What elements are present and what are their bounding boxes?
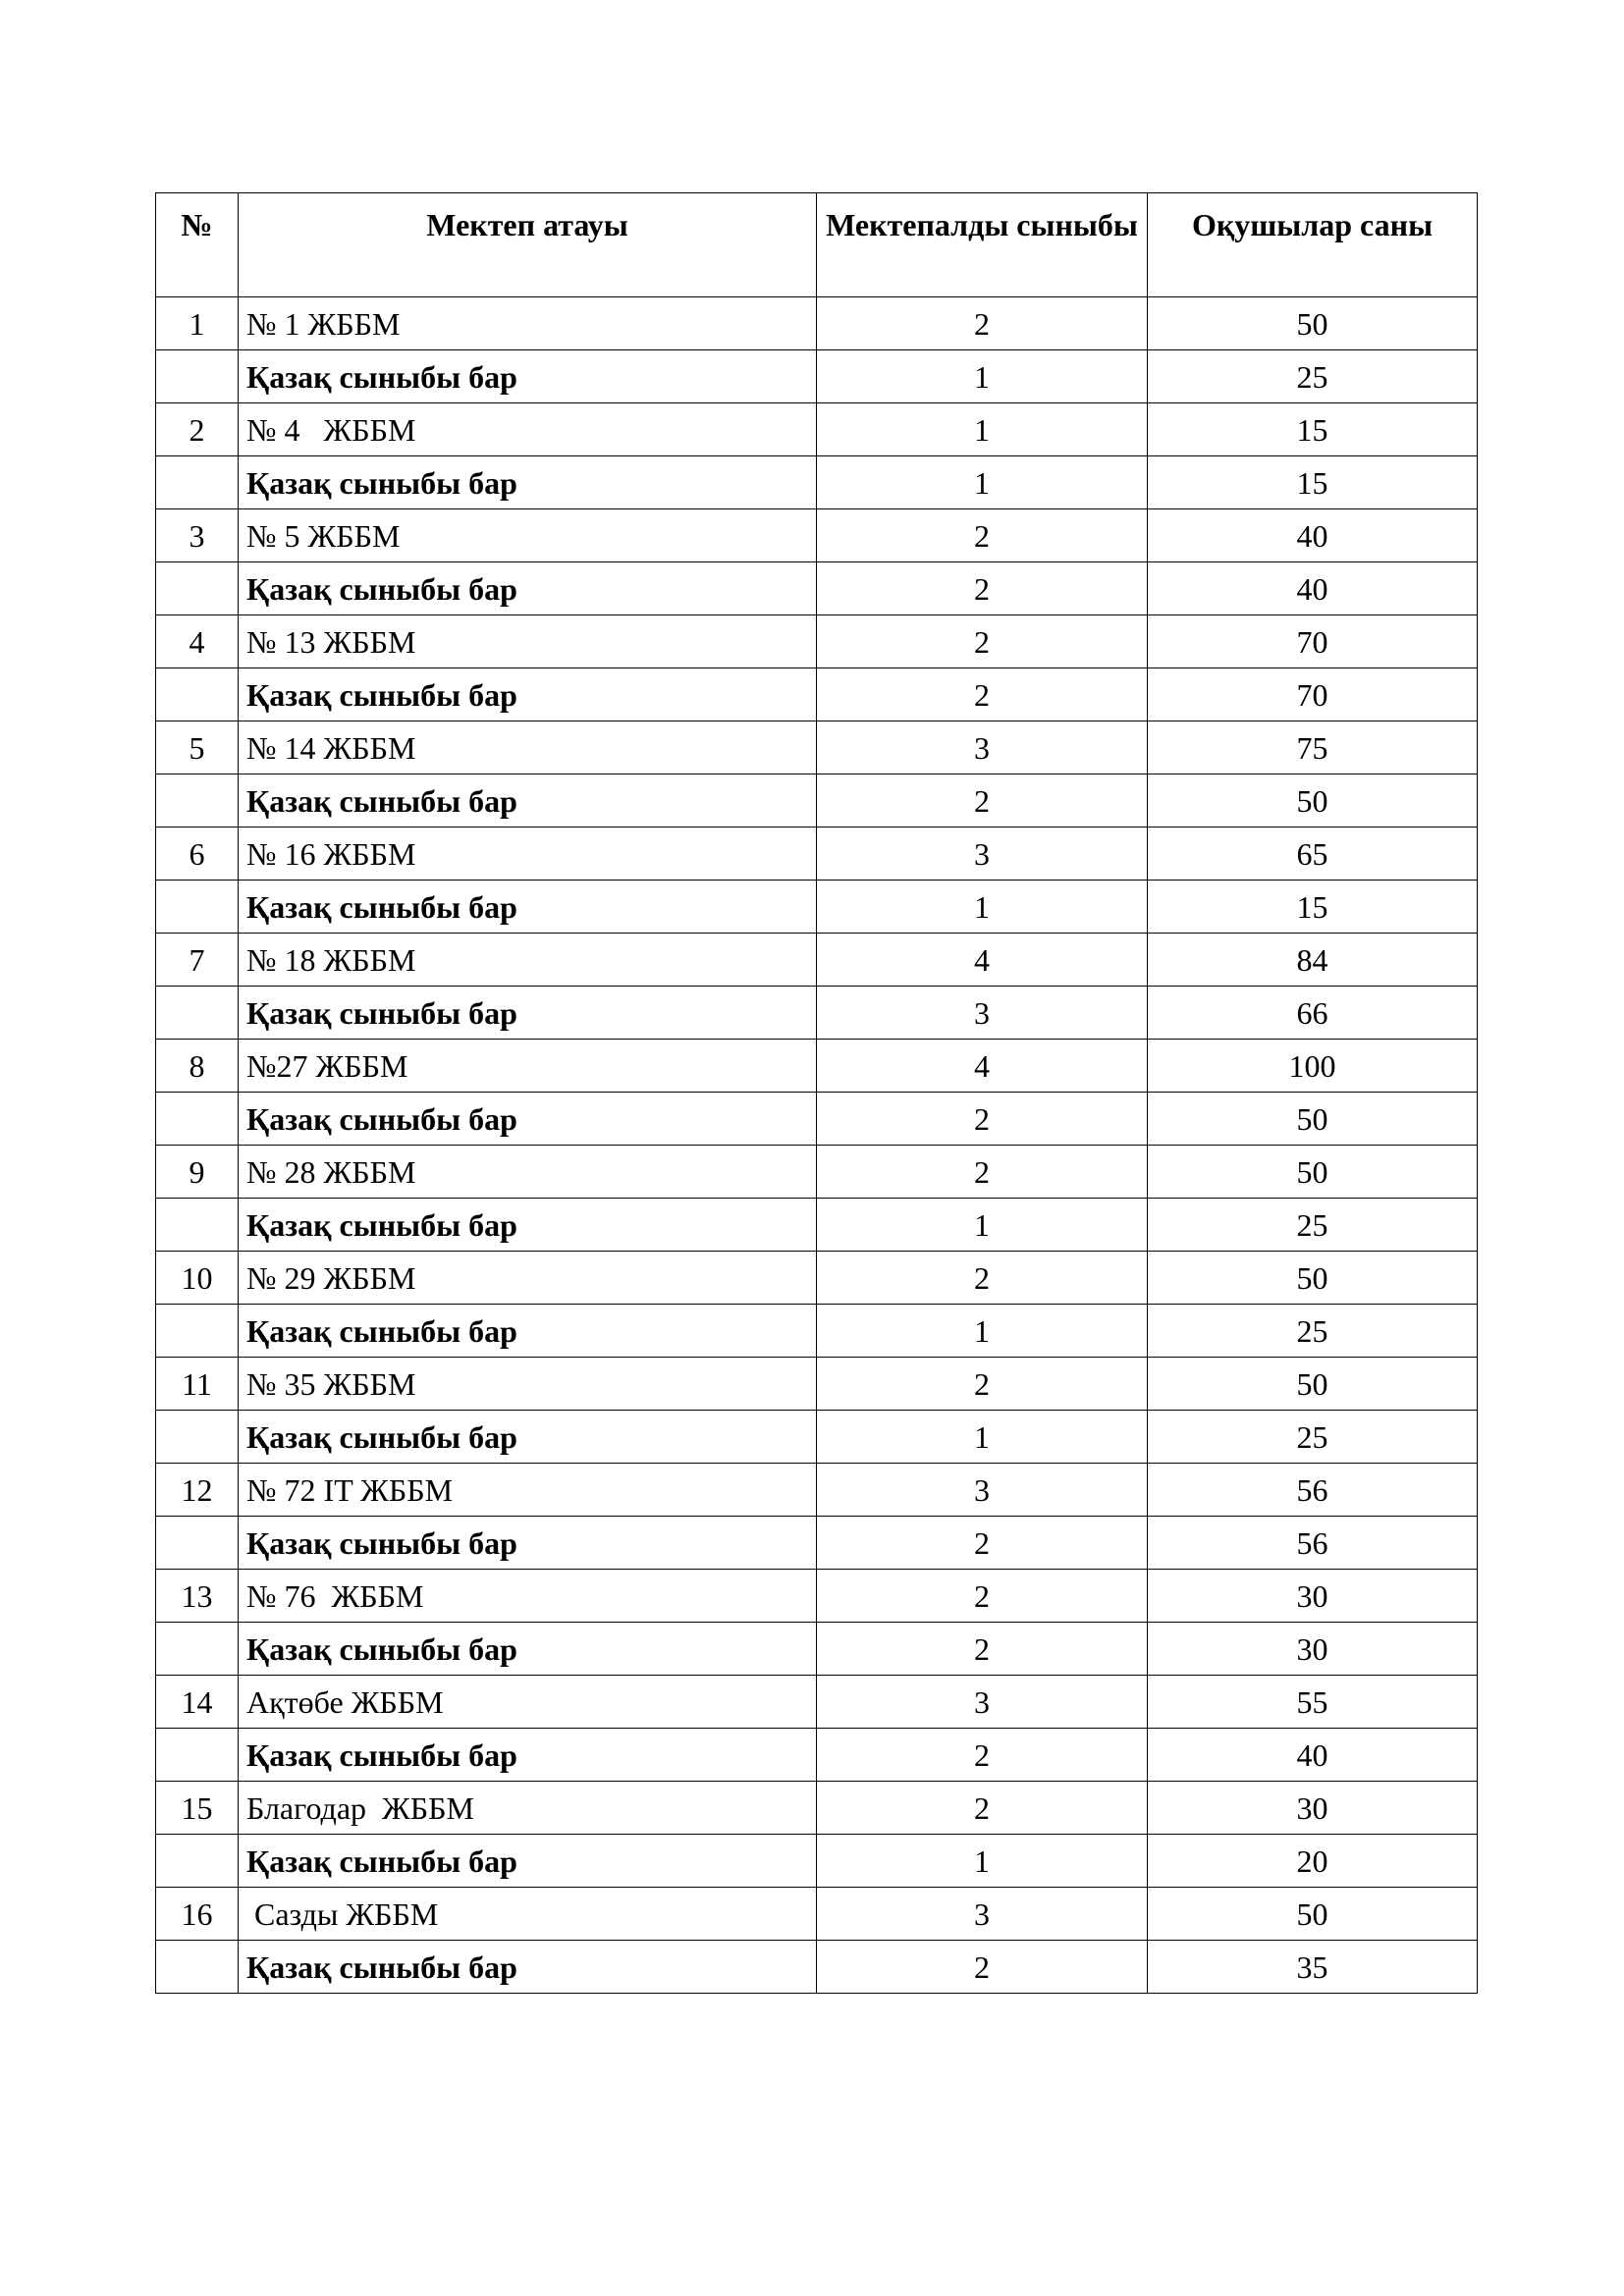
students-count-cell: 50 <box>1148 1252 1478 1305</box>
students-count-cell: 100 <box>1148 1040 1478 1093</box>
students-count-cell: 84 <box>1148 934 1478 987</box>
row-number-cell: 14 <box>156 1676 239 1729</box>
school-row <box>156 297 1478 350</box>
students-count-cell: 35 <box>1148 1941 1478 1994</box>
classes-count-cell: 3 <box>817 987 1148 1040</box>
classes-count-cell: 2 <box>817 297 1148 350</box>
kazakh-class-row <box>156 1305 1478 1358</box>
school-name-cell: № 28 ЖББМ <box>239 1146 817 1199</box>
kazakh-class-row <box>156 350 1478 403</box>
students-count-cell: 30 <box>1148 1570 1478 1623</box>
classes-count-cell: 2 <box>817 774 1148 828</box>
school-row <box>156 934 1478 987</box>
school-row <box>156 1676 1478 1729</box>
classes-count-cell: 2 <box>817 615 1148 668</box>
row-number-cell: 16 <box>156 1888 239 1941</box>
students-count-cell: 25 <box>1148 1305 1478 1358</box>
school-row <box>156 1252 1478 1305</box>
school-row <box>156 1040 1478 1093</box>
students-count-cell: 15 <box>1148 456 1478 509</box>
header-school-name: Мектеп атауы <box>239 193 817 297</box>
kazakh-class-row <box>156 881 1478 934</box>
school-name-cell: Қазақ сыныбы бар <box>239 1729 817 1782</box>
classes-count-cell: 2 <box>817 562 1148 615</box>
classes-count-cell: 1 <box>817 1835 1148 1888</box>
school-name-cell: № 1 ЖББМ <box>239 297 817 350</box>
school-row <box>156 721 1478 774</box>
school-name-cell: Қазақ сыныбы бар <box>239 774 817 828</box>
row-number-cell <box>156 1305 239 1358</box>
row-number-cell: 6 <box>156 828 239 881</box>
classes-count-cell: 1 <box>817 403 1148 456</box>
school-name-cell: Қазақ сыныбы бар <box>239 881 817 934</box>
school-name-cell: № 14 ЖББМ <box>239 721 817 774</box>
classes-count-cell: 1 <box>817 1305 1148 1358</box>
row-number-cell <box>156 987 239 1040</box>
students-count-cell: 66 <box>1148 987 1478 1040</box>
row-number-cell <box>156 350 239 403</box>
school-row <box>156 828 1478 881</box>
table-header <box>156 193 1478 297</box>
kazakh-class-row <box>156 774 1478 828</box>
row-number-cell <box>156 1941 239 1994</box>
classes-count-cell: 3 <box>817 1676 1148 1729</box>
students-count-cell: 75 <box>1148 721 1478 774</box>
row-number-cell <box>156 1623 239 1676</box>
row-number-cell: 10 <box>156 1252 239 1305</box>
school-name-cell: Қазақ сыныбы бар <box>239 668 817 721</box>
row-number-cell <box>156 1093 239 1146</box>
kazakh-class-row <box>156 987 1478 1040</box>
row-number-cell: 5 <box>156 721 239 774</box>
kazakh-class-row <box>156 1517 1478 1570</box>
kazakh-class-row <box>156 1941 1478 1994</box>
classes-count-cell: 2 <box>817 1517 1148 1570</box>
school-row <box>156 1570 1478 1623</box>
row-number-cell: 7 <box>156 934 239 987</box>
school-name-cell: Қазақ сыныбы бар <box>239 350 817 403</box>
students-count-cell: 25 <box>1148 1199 1478 1252</box>
students-count-cell: 55 <box>1148 1676 1478 1729</box>
school-name-cell: Благодар ЖББМ <box>239 1782 817 1835</box>
school-name-cell: Қазақ сыныбы бар <box>239 1093 817 1146</box>
students-count-cell: 40 <box>1148 1729 1478 1782</box>
students-count-cell: 56 <box>1148 1517 1478 1570</box>
header-preschool-classes: Мектепалды сыныбы <box>817 193 1148 297</box>
classes-count-cell: 2 <box>817 1570 1148 1623</box>
row-number-cell <box>156 1729 239 1782</box>
school-name-cell: №27 ЖББМ <box>239 1040 817 1093</box>
school-name-cell: Ақтөбе ЖББМ <box>239 1676 817 1729</box>
school-name-cell: Қазақ сыныбы бар <box>239 1305 817 1358</box>
school-row <box>156 1464 1478 1517</box>
header-number: № <box>156 193 239 297</box>
students-count-cell: 15 <box>1148 881 1478 934</box>
students-count-cell: 25 <box>1148 350 1478 403</box>
school-row <box>156 615 1478 668</box>
row-number-cell: 4 <box>156 615 239 668</box>
kazakh-class-row <box>156 1199 1478 1252</box>
classes-count-cell: 1 <box>817 1411 1148 1464</box>
row-number-cell: 15 <box>156 1782 239 1835</box>
kazakh-class-row <box>156 1729 1478 1782</box>
students-count-cell: 70 <box>1148 668 1478 721</box>
classes-count-cell: 4 <box>817 1040 1148 1093</box>
school-name-cell: № 29 ЖББМ <box>239 1252 817 1305</box>
school-name-cell: Сазды ЖББМ <box>239 1888 817 1941</box>
header-student-count: Оқушылар саны <box>1148 193 1478 297</box>
classes-count-cell: 3 <box>817 1888 1148 1941</box>
school-name-cell: № 13 ЖББМ <box>239 615 817 668</box>
classes-count-cell: 2 <box>817 668 1148 721</box>
classes-count-cell: 1 <box>817 456 1148 509</box>
school-name-cell: № 16 ЖББМ <box>239 828 817 881</box>
students-count-cell: 30 <box>1148 1623 1478 1676</box>
row-number-cell <box>156 1517 239 1570</box>
school-row <box>156 1782 1478 1835</box>
classes-count-cell: 3 <box>817 828 1148 881</box>
row-number-cell <box>156 1411 239 1464</box>
classes-count-cell: 2 <box>817 1093 1148 1146</box>
students-count-cell: 30 <box>1148 1782 1478 1835</box>
students-count-cell: 50 <box>1148 297 1478 350</box>
students-count-cell: 65 <box>1148 828 1478 881</box>
row-number-cell <box>156 1835 239 1888</box>
kazakh-class-row <box>156 1623 1478 1676</box>
row-number-cell <box>156 774 239 828</box>
schools-table <box>155 192 1478 1994</box>
school-name-cell: № 18 ЖББМ <box>239 934 817 987</box>
classes-count-cell: 2 <box>817 1941 1148 1994</box>
classes-count-cell: 2 <box>817 509 1148 562</box>
school-name-cell: Қазақ сыныбы бар <box>239 987 817 1040</box>
students-count-cell: 50 <box>1148 774 1478 828</box>
school-row <box>156 1358 1478 1411</box>
students-count-cell: 70 <box>1148 615 1478 668</box>
classes-count-cell: 2 <box>817 1146 1148 1199</box>
classes-count-cell: 2 <box>817 1729 1148 1782</box>
school-name-cell: № 76 ЖББМ <box>239 1570 817 1623</box>
row-number-cell: 11 <box>156 1358 239 1411</box>
school-row <box>156 509 1478 562</box>
classes-count-cell: 2 <box>817 1358 1148 1411</box>
students-count-cell: 50 <box>1148 1093 1478 1146</box>
students-count-cell: 56 <box>1148 1464 1478 1517</box>
school-name-cell: Қазақ сыныбы бар <box>239 1623 817 1676</box>
school-name-cell: № 4 ЖББМ <box>239 403 817 456</box>
students-count-cell: 50 <box>1148 1358 1478 1411</box>
classes-count-cell: 2 <box>817 1623 1148 1676</box>
classes-count-cell: 4 <box>817 934 1148 987</box>
school-row <box>156 1888 1478 1941</box>
classes-count-cell: 2 <box>817 1782 1148 1835</box>
kazakh-class-row <box>156 562 1478 615</box>
students-count-cell: 40 <box>1148 509 1478 562</box>
school-name-cell: Қазақ сыныбы бар <box>239 1199 817 1252</box>
table-body <box>156 297 1478 1994</box>
row-number-cell <box>156 668 239 721</box>
row-number-cell: 2 <box>156 403 239 456</box>
row-number-cell <box>156 456 239 509</box>
classes-count-cell: 1 <box>817 350 1148 403</box>
classes-count-cell: 1 <box>817 1199 1148 1252</box>
row-number-cell: 8 <box>156 1040 239 1093</box>
school-name-cell: № 35 ЖББМ <box>239 1358 817 1411</box>
school-name-cell: Қазақ сыныбы бар <box>239 456 817 509</box>
row-number-cell <box>156 562 239 615</box>
kazakh-class-row <box>156 1411 1478 1464</box>
kazakh-class-row <box>156 1835 1478 1888</box>
row-number-cell <box>156 881 239 934</box>
school-name-cell: Қазақ сыныбы бар <box>239 1835 817 1888</box>
classes-count-cell: 1 <box>817 881 1148 934</box>
classes-count-cell: 2 <box>817 1252 1148 1305</box>
school-name-cell: Қазақ сыныбы бар <box>239 562 817 615</box>
kazakh-class-row <box>156 1093 1478 1146</box>
row-number-cell: 13 <box>156 1570 239 1623</box>
kazakh-class-row <box>156 456 1478 509</box>
classes-count-cell: 3 <box>817 721 1148 774</box>
school-row <box>156 403 1478 456</box>
students-count-cell: 15 <box>1148 403 1478 456</box>
header-row <box>156 193 1478 297</box>
classes-count-cell: 3 <box>817 1464 1148 1517</box>
kazakh-class-row <box>156 668 1478 721</box>
school-row <box>156 1146 1478 1199</box>
students-count-cell: 25 <box>1148 1411 1478 1464</box>
row-number-cell: 12 <box>156 1464 239 1517</box>
students-count-cell: 50 <box>1148 1888 1478 1941</box>
row-number-cell: 3 <box>156 509 239 562</box>
row-number-cell <box>156 1199 239 1252</box>
school-name-cell: Қазақ сыныбы бар <box>239 1941 817 1994</box>
school-name-cell: Қазақ сыныбы бар <box>239 1411 817 1464</box>
school-name-cell: Қазақ сыныбы бар <box>239 1517 817 1570</box>
school-name-cell: № 72 IT ЖББМ <box>239 1464 817 1517</box>
students-count-cell: 40 <box>1148 562 1478 615</box>
students-count-cell: 50 <box>1148 1146 1478 1199</box>
students-count-cell: 20 <box>1148 1835 1478 1888</box>
row-number-cell: 1 <box>156 297 239 350</box>
row-number-cell: 9 <box>156 1146 239 1199</box>
school-name-cell: № 5 ЖББМ <box>239 509 817 562</box>
